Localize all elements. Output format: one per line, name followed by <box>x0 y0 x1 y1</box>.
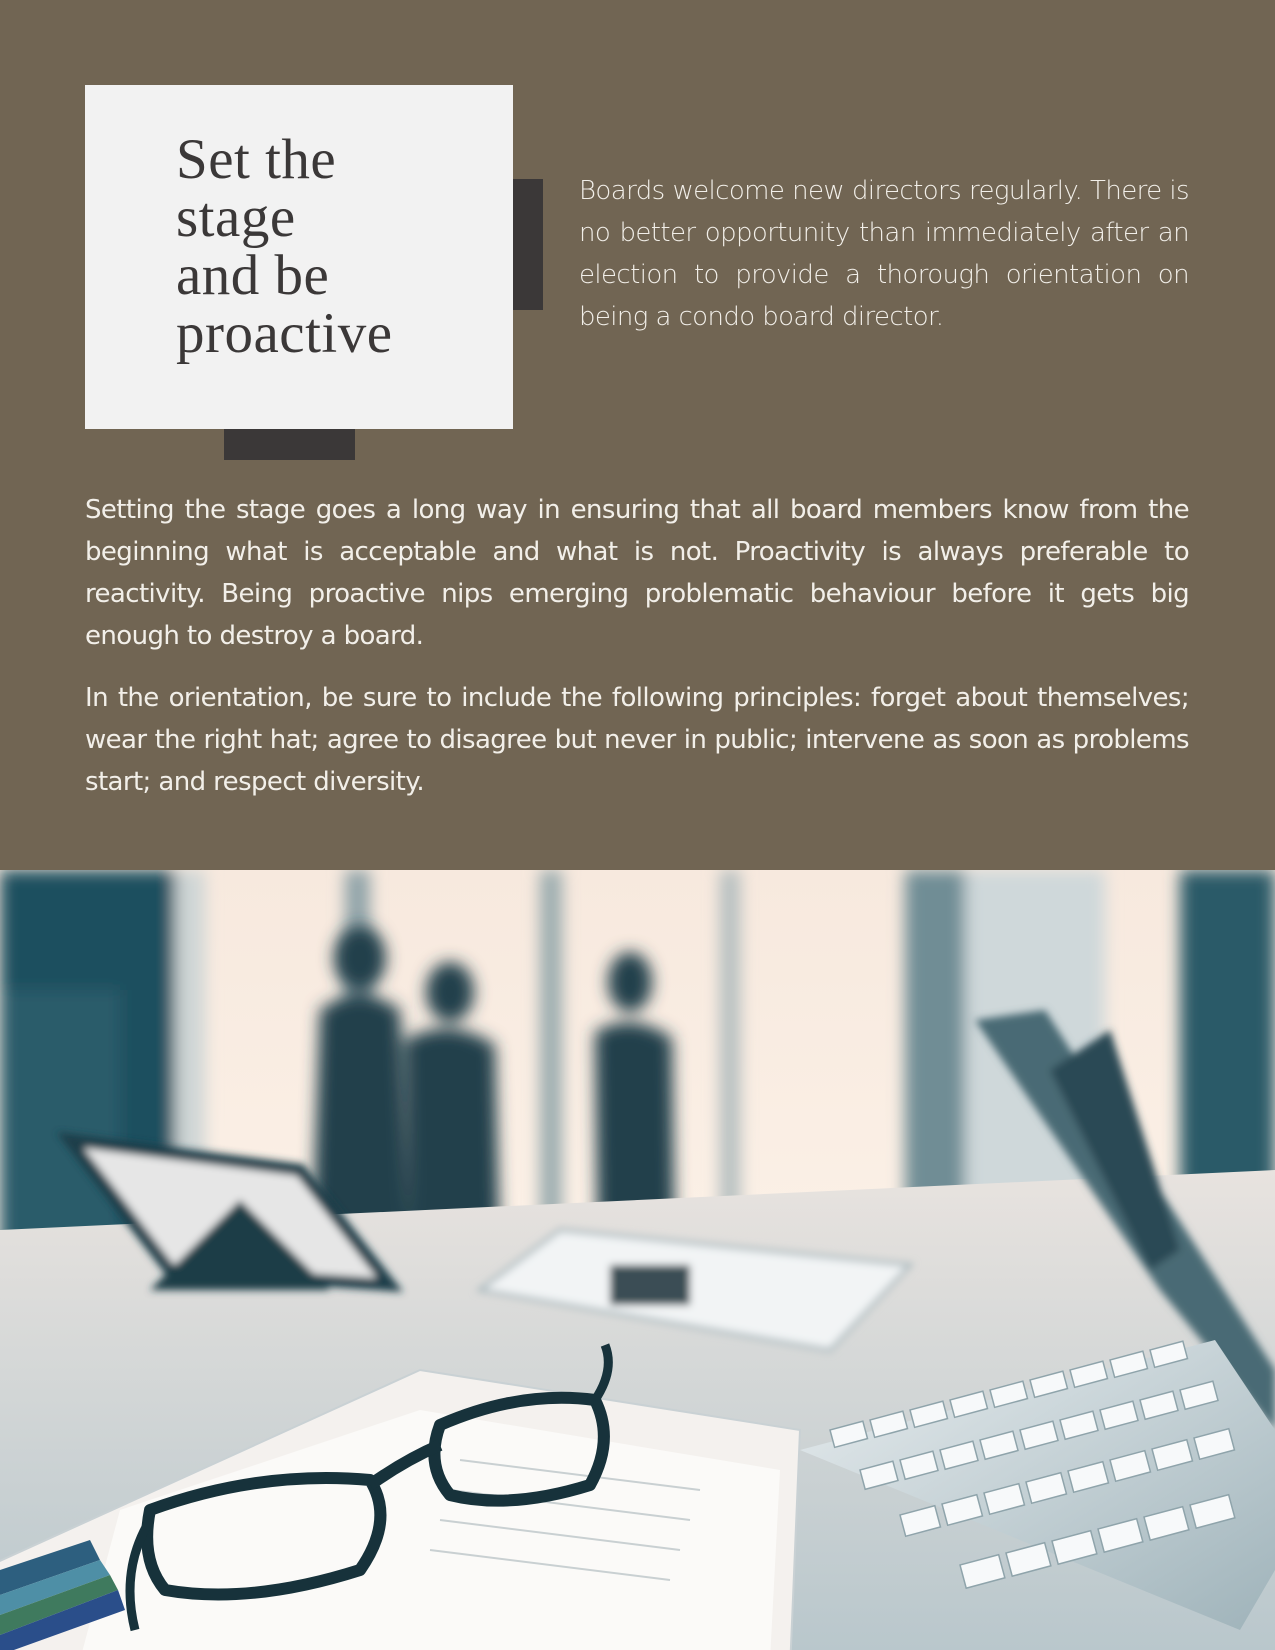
accent-bar-right <box>513 179 543 310</box>
office-photo-illustration <box>0 870 1275 1650</box>
accent-bar-bottom <box>224 429 355 460</box>
page-title: Set the stage and be proactive <box>176 128 393 365</box>
title-box <box>85 85 513 429</box>
body-paragraph-1: Setting the stage goes a long way in ensuring that all board members know from the beginning what is acceptable and what is not. Proactivity is always preferable to reactivity. Being proactive nips emerging problematic behaviour before it gets big enough to destroy a board. <box>85 495 1189 651</box>
intro-paragraph: Boards welcome new directors regularly. There is no better opportunity than immediately after an election to provide a thorough orientation on being a condo board director. <box>579 176 1189 332</box>
office-photo <box>0 870 1275 1650</box>
body-paragraph-2: In the orientation, be sure to include the following principles: forget about themselves; wear the right hat; agree to disagree but never in public; intervene as soon as problems start; and respect diversity. <box>85 683 1189 797</box>
